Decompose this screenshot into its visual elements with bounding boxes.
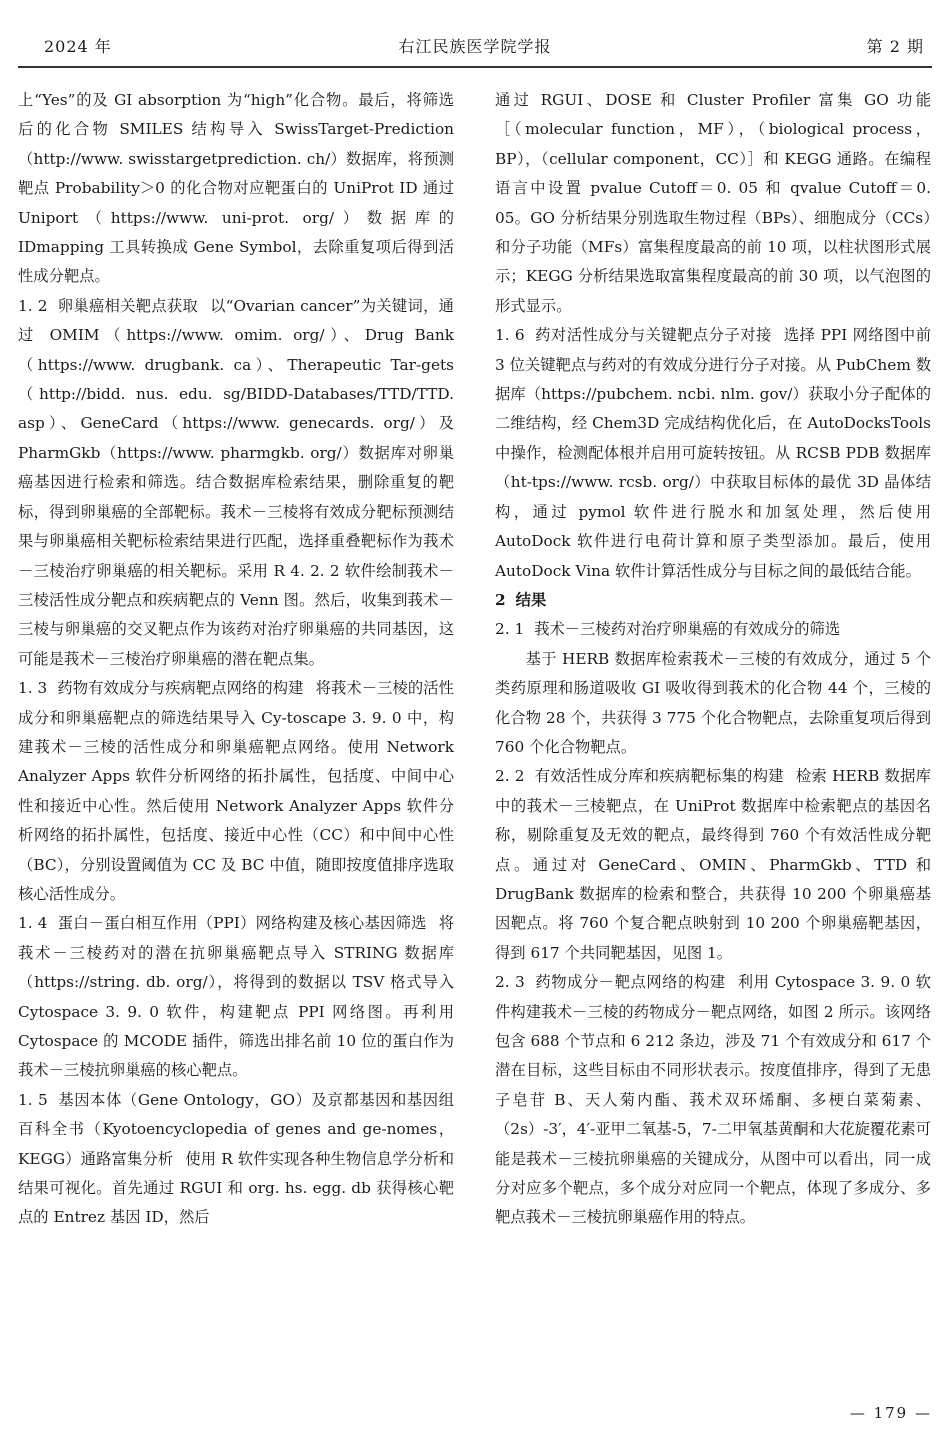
left-column: [18, 86, 454, 1233]
section-number: 2. 1: [495, 620, 525, 639]
section-2-1-text: 基于 HERB 数据库检索莪术－三棱的有效成分，通过 5 个类药原理和肠道吸收 GI 吸收得到莪术的化合物 44 个，三棱的化合物 28 个，共获得 3 775 个化合物靶点，去除重复项后得到 760 个化合物靶点。: [495, 649, 931, 756]
section-text: 检索 HERB 数据库中的莪术－三棱靶点，在 UniProt 数据库中检索靶点的基因名称，剔除重复及无效的靶点，最终得到 760 个有效活性成分靶点。通过对 GeneCard、OMIN、PharmGkb、TTD 和 DrugBank 数据库的检索和整合，共获得 10 200 个卵巢癌基因靶点。将 760 个复合靶点映射到 10 200 个卵巢癌靶基因，得到 617 个共同靶基因，见图 1。: [495, 767, 931, 962]
header-year: 2024 年: [44, 37, 112, 56]
section-title: 结果: [515, 590, 547, 609]
section-2-1-heading: [495, 615, 931, 644]
page-number: — 179 —: [849, 1404, 932, 1422]
header-issue: 第 2 期: [866, 37, 924, 56]
section-number: 1. 3: [18, 679, 48, 698]
section-1-3: [18, 674, 454, 909]
section-title: 药对活性成分与关键靶点分子对接: [534, 326, 772, 345]
right-column: [495, 86, 931, 1233]
section-title: 基因本体（Gene Ontology，GO）及京都基因和基因组百科全书（Kyotoencyclopedia of genes and ge-nomes，KEGG）通路富集分析: [18, 1090, 454, 1168]
section-number: 1. 4: [18, 914, 48, 933]
section-text: 将莪术－三棱的活性成分和卵巢癌靶点的筛选结果导入 Cy-toscape 3. 9. 0 中，构建莪术－三棱的活性成分和卵巢癌靶点网络。使用 Network Analyzer Apps 软件分析网络的拓扑属性，包括度、中间中心性和接近中心性。然后使用 Network Analyzer Apps 软件分析网络的拓扑属性，包括度、接近中心性（CC）和中间中心性（BC），分别设置阈值为 CC 及 BC 中值，随即按度值排序选取核心活性成分。: [18, 679, 454, 903]
section-2-heading: [495, 586, 931, 615]
section-title: 药物成分－靶点网络的构建: [534, 973, 726, 992]
section-text: 选择 PPI 网络图中前 3 位关键靶点与药对的有效成分进行分子对接。从 PubChem 数据库（https://pubchem. ncbi. nlm. gov/）获取小分子配体的二维结构，经 Chem3D 完成结构优化后，在 AutoDocksTools 中操作，检测配体根并启用可旋转按钮。从 RCSB PDB 数据库（ht-tps://www. rcsb. org/）中获取目标体的最优 3D 晶体结构，通过 pymol 软件进行脱水和加氢处理，然后使用 AutoDock 软件进行电荷计算和原子类型添加。最后，使用 AutoDock Vina 软件计算活性成分与目标之间的最低结合能。: [495, 326, 931, 580]
running-header: [18, 34, 932, 68]
section-number: 2. 3: [495, 973, 525, 992]
paragraph-continued: 上“Yes”的及 GI absorption 为“high”化合物。最后，将筛选后的化合物 SMILES 结构导入 SwissTarget-Prediction（http://www. swisstargetprediction. ch/）数据库，将预测靶点 Probability＞0 的化合物对应靶蛋白的 UniProt ID 通过 Uniport（https://www. uni-prot. org/）数据库的 IDmapping 工具转换成 Gene Symbol，去除重复项后得到活性成分靶点。: [18, 91, 454, 286]
section-text: 利用 Cytospace 3. 9. 0 软件构建莪术－三棱的药物成分－靶点网络，如图 2 所示。该网络包含 688 个节点和 6 212 条边，涉及 71 个有效成分和 617 个潜在目标，这些目标由不同形状表示。按度值排序，得到了无患子皂苷 B、天人菊内酯、莪术双环烯酮、多梗白菜菊素、（2s）-3′，4′-亚甲二氧基-5，7-二甲氧基黄酮和大花旋覆花素可能是莪术－三棱抗卵巢癌的关键成分，从图中可以看出，同一成分对应多个靶点，多个成分对应同一个靶点，体现了多成分、多靶点莪术－三棱抗卵巢癌作用的特点。: [495, 973, 931, 1227]
section-number: 2: [495, 590, 506, 609]
section-1-6: [495, 321, 931, 586]
section-title: 药物有效成分与疾病靶点网络的构建: [57, 679, 304, 698]
section-text: 使用 R 软件实现各种生物信息学分析和结果可视化。首先通过 RGUI 和 org. hs. egg. db 获得核心靶点的 Entrez 基因 ID，然后: [18, 1149, 454, 1227]
section-2-2: [495, 762, 931, 968]
header-journal-title: 右江民族医学院学报: [398, 37, 552, 56]
section-text: 以“Ovarian cancer”为关键词，通过 OMIM（https://www. omim. org/）、Drug Bank（https://www. drugbank. ca）、Therapeutic Tar-gets（http://bidd. nus. edu. sg/BIDD-Databases/TTD/TTD. asp）、GeneCard（https://www. genecards. org/）及 PharmGkb（https://www. pharmgkb. org/）数据库对卵巢癌基因进行检索和筛选。结合数据库检索结果，删除重复的靶标，得到卵巢癌的全部靶标。莪术－三棱将有效成分靶标预测结果与卵巢癌相关靶标检索结果进行匹配，选择重叠靶标作为莪术－三棱治疗卵巢癌的相关靶标。采用 R 4. 2. 2 软件绘制莪术－三棱活性成分靶点和疾病靶点的 Venn 图。然后，收集到莪术－三棱与卵巢癌的交叉靶点作为该药对治疗卵巢癌的共同基因，这可能是莪术－三棱治疗卵巢癌的潜在靶点集。: [18, 296, 454, 668]
section-number: 2. 2: [495, 767, 525, 786]
section-1-2: [18, 292, 454, 674]
section-number: 1. 6: [495, 326, 525, 345]
section-2-3: [495, 968, 931, 1233]
section-title: 莪术－三棱药对治疗卵巢癌的有效成分的筛选: [534, 620, 841, 639]
section-number: 1. 5: [18, 1090, 48, 1109]
section-title: 蛋白－蛋白相互作用（PPI）网络构建及核心基因筛选: [57, 914, 427, 933]
section-1-5: [18, 1086, 454, 1233]
paragraph-continued: 通过 RGUI、DOSE 和 Cluster Profiler 富集 GO 功能［（molecular function，MF），（biological process，BP），（cellular component，CC）］和 KEGG 通路。在编程语言中设置 pvalue Cutoff＝0. 05 和 qvalue Cutoff＝0. 05。GO 分析结果分别选取生物过程（BPs）、细胞成分（CCs）和分子功能（MFs）富集程度最高的前 10 项，以柱状图形式展示；KEGG 分析结果选取富集程度最高的前 30 项，以气泡图的形式显示。: [495, 91, 931, 315]
section-number: 1. 2: [18, 296, 48, 315]
section-title: 卵巢癌相关靶点获取: [57, 296, 199, 315]
section-title: 有效活性成分库和疾病靶标集的构建: [534, 767, 784, 786]
section-text: 将莪术－三棱药对的潜在抗卵巢癌靶点导入 STRING 数据库（https://string. db. org/），将得到的数据以 TSV 格式导入 Cytospace 3. 9. 0 软件，构建靶点 PPI 网络图。再利用 Cytospace 的 MCODE 插件，筛选出排名前 10 位的蛋白作为莪术－三棱抗卵巢癌的核心靶点。: [18, 914, 454, 1080]
section-1-4: [18, 909, 454, 1085]
